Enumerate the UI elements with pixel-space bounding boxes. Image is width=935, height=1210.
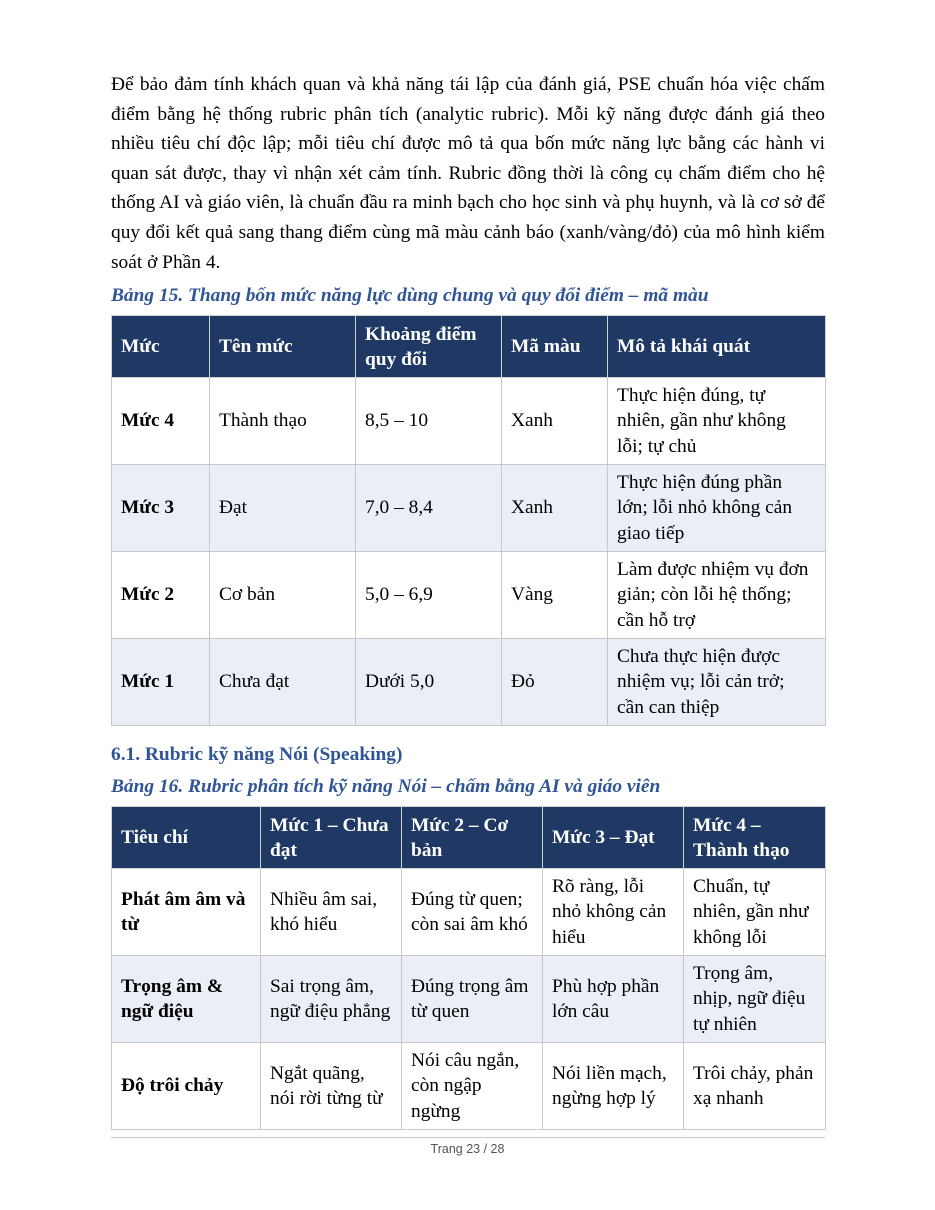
table-cell: Sai trọng âm, ngữ điệu phẳng bbox=[261, 956, 402, 1043]
table16-header-cell: Mức 1 – Chưa đạt bbox=[261, 807, 402, 869]
table-cell: Đỏ bbox=[502, 639, 608, 726]
table-cell: Nói liền mạch, ngừng hợp lý bbox=[543, 1043, 684, 1130]
table-row bbox=[112, 1043, 826, 1130]
table-cell: Nói câu ngắn, còn ngập ngừng bbox=[402, 1043, 543, 1130]
table-cell: Đúng từ quen; còn sai âm khó bbox=[402, 869, 543, 956]
table-cell: Trọng âm, nhịp, ngữ điệu tự nhiên bbox=[684, 956, 826, 1043]
table16-caption: Bảng 16. Rubric phân tích kỹ năng Nói – chấm bằng AI và giáo viên bbox=[111, 776, 661, 798]
table16-header-cell: Mức 4 – Thành thạo bbox=[684, 807, 826, 869]
table-cell: Thực hiện đúng phần lớn; lỗi nhỏ không cản giao tiếp bbox=[608, 465, 826, 552]
table-cell: 5,0 – 6,9 bbox=[356, 552, 502, 639]
table-cell: Thực hiện đúng, tự nhiên, gần như không lỗi; tự chủ bbox=[608, 378, 826, 465]
table-row bbox=[112, 378, 826, 465]
footer-divider bbox=[111, 1137, 825, 1138]
table15-header-cell: Mô tả khái quát bbox=[608, 316, 826, 378]
table-cell: Thành thạo bbox=[210, 378, 356, 465]
page-number: Trang 23 / 28 bbox=[430, 1142, 505, 1156]
table-cell: Chưa thực hiện được nhiệm vụ; lỗi cản trở; cần can thiệp bbox=[608, 639, 826, 726]
table16-header-cell: Mức 3 – Đạt bbox=[543, 807, 684, 869]
table-cell: Mức 3 bbox=[112, 465, 210, 552]
table15-header-cell: Mức bbox=[112, 316, 210, 378]
table-cell: Mức 4 bbox=[112, 378, 210, 465]
table15-caption: Bảng 15. Thang bốn mức năng lực dùng chung và quy đổi điểm – mã màu bbox=[111, 285, 709, 307]
table15-header-cell: Khoảng điểm quy đổi bbox=[356, 316, 502, 378]
table-cell: Mức 1 bbox=[112, 639, 210, 726]
table-cell: Dưới 5,0 bbox=[356, 639, 502, 726]
table-cell: Ngắt quãng, nói rời từng từ bbox=[261, 1043, 402, 1130]
table-cell: Trôi chảy, phản xạ nhanh bbox=[684, 1043, 826, 1130]
table-row bbox=[112, 552, 826, 639]
table-cell: 8,5 – 10 bbox=[356, 378, 502, 465]
page-content bbox=[111, 70, 825, 1130]
table16 bbox=[111, 806, 826, 1130]
table16-header-cell: Mức 2 – Cơ bản bbox=[402, 807, 543, 869]
table15-header-row bbox=[112, 316, 826, 378]
table-row bbox=[112, 956, 826, 1043]
table-cell: Đạt bbox=[210, 465, 356, 552]
table15-header-cell: Tên mức bbox=[210, 316, 356, 378]
table-cell: Xanh bbox=[502, 465, 608, 552]
table-cell: Phát âm âm và từ bbox=[112, 869, 261, 956]
table16-header-cell: Tiêu chí bbox=[112, 807, 261, 869]
table16-header-row bbox=[112, 807, 826, 869]
table15 bbox=[111, 315, 826, 726]
table-cell: Mức 2 bbox=[112, 552, 210, 639]
table-cell: Nhiều âm sai, khó hiểu bbox=[261, 869, 402, 956]
table-cell: Cơ bản bbox=[210, 552, 356, 639]
table-cell: Đúng trọng âm từ quen bbox=[402, 956, 543, 1043]
table-cell: Chuẩn, tự nhiên, gần như không lỗi bbox=[684, 869, 826, 956]
table-cell: Phù hợp phần lớn câu bbox=[543, 956, 684, 1043]
table-cell: Rõ ràng, lỗi nhỏ không cản hiểu bbox=[543, 869, 684, 956]
table-cell: Xanh bbox=[502, 378, 608, 465]
intro-paragraph: Để bảo đảm tính khách quan và khả năng tái lập của đánh giá, PSE chuẩn hóa việc chấm điểm bằng hệ thống rubric phân tích (analytic rubric). Mỗi kỹ năng được đánh giá theo nhiều tiêu chí độc lập; mỗi tiêu chí được mô tả qua bốn mức năng lực bằng các hành vi quan sát được, thay vì nhận xét cảm tính. Rubric đồng thời là công cụ chấm điểm cho hệ thống AI và giáo viên, là chuẩn đầu ra minh bạch cho học sinh và phụ huynh, và là cơ sở để quy đổi kết quả sang thang điểm cùng mã màu cảnh báo (xanh/vàng/đỏ) của mô hình kiểm soát ở Phần 4. bbox=[111, 74, 825, 273]
table-cell: Vàng bbox=[502, 552, 608, 639]
section-heading: 6.1. Rubric kỹ năng Nói (Speaking) bbox=[111, 744, 403, 766]
table-cell: Làm được nhiệm vụ đơn giản; còn lỗi hệ thống; cần hỗ trợ bbox=[608, 552, 826, 639]
table-cell: Độ trôi chảy bbox=[112, 1043, 261, 1130]
table-row bbox=[112, 639, 826, 726]
table-cell: Trọng âm & ngữ điệu bbox=[112, 956, 261, 1043]
table-cell: Chưa đạt bbox=[210, 639, 356, 726]
table-row bbox=[112, 869, 826, 956]
table-row bbox=[112, 465, 826, 552]
table15-header-cell: Mã màu bbox=[502, 316, 608, 378]
table-cell: 7,0 – 8,4 bbox=[356, 465, 502, 552]
